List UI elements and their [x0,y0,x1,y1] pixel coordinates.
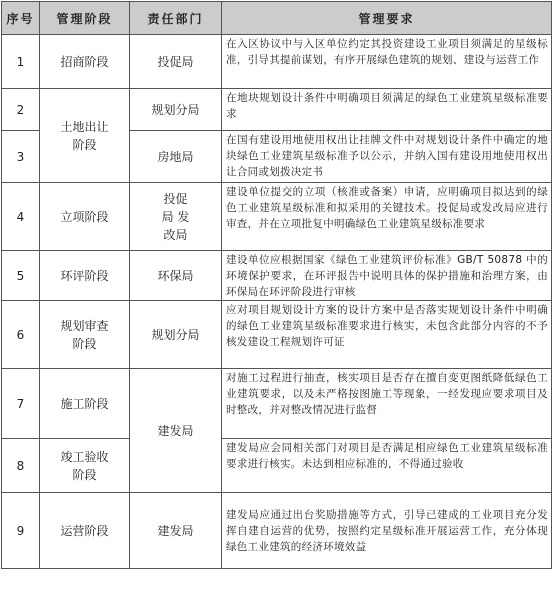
row-dept [130,183,222,251]
table-row [2,493,552,569]
row-stage-text: 规划审查阶段 [60,318,109,351]
row-stage: 运营阶段 [40,493,130,569]
row-requirement: 在入区协议中与入区单位约定其投资建设工业项目须满足的星级标准，引导其提前谋划，有序开展绿色建筑的规划、建设与运营工作 [222,35,552,89]
row-stage: 立项阶段 [40,183,130,251]
table-row [2,89,552,131]
row-dept: 规划分局 [130,301,222,369]
row-no: 1 [2,35,40,89]
row-requirement: 在国有建设用地使用权出让挂牌文件中对规划设计条件中确定的地块绿色工业建筑星级标准予以公示，并纳入国有建设用地使用权出让合同或划拨决定书 [222,131,552,183]
row-dept: 规划分局 [130,89,222,131]
table-row [2,251,552,301]
row-no: 4 [2,183,40,251]
table-row [2,35,552,89]
row-requirement: 应对项目规划设计方案的设计方案中是否落实规划设计条件中明确的绿色工业建筑星级标准要求进行核实，未包含此部分内容的不予核发建设工程规划许可证 [222,301,552,369]
header-requirement: 管理要求 [222,2,552,35]
row-stage [40,301,130,369]
row-requirement: 建设单位提交的立项（核准或备案）申请，应明确项目拟达到的绿色工业建筑星级标准和拟采用的关键技术。投促局或发改局应进行审查，并在立项批复中明确绿色工业建筑星级标准要求 [222,183,552,251]
row-no: 6 [2,301,40,369]
row-stage: 施工阶段 [40,369,130,439]
row-dept: 建发局 [130,369,222,493]
header-dept: 责任部门 [130,2,222,35]
table-row [2,301,552,369]
row-stage [40,439,130,493]
row-requirement: 在地块规划设计条件中明确项目须满足的绿色工业建筑星级标准要求 [222,89,552,131]
table-row [2,439,552,493]
row-dept: 建发局 [130,493,222,569]
row-no: 3 [2,131,40,183]
row-dept: 投促局 [130,35,222,89]
row-no: 2 [2,89,40,131]
row-requirement: 建发局应会同相关部门对项目是否满足相应绿色工业建筑星级标准要求进行核实。未达到相应标准的，不得通过验收 [222,439,552,493]
row-dept-text: 投促局 发改局 [161,191,190,242]
row-dept: 环保局 [130,251,222,301]
row-requirement: 对施工过程进行抽查，核实项目是否存在擅自变更图纸降低绿色工业建筑要求，以及未严格按图施工等现象，一经发现应要求项目及时整改，并对整改情况进行监督 [222,369,552,439]
row-stage-text: 竣工验收阶段 [60,449,109,482]
row-stage: 招商阶段 [40,35,130,89]
table-row [2,369,552,439]
row-requirement: 建设单位应根据国家《绿色工业建筑评价标准》GB/T 50878 中的环境保护要求，在环评报告中说明具体的保护措施和治理方案，由环保局在环评阶段进行审核 [222,251,552,301]
row-no: 7 [2,369,40,439]
header-stage: 管理阶段 [40,2,130,35]
header-no: 序号 [2,2,40,35]
row-no: 5 [2,251,40,301]
row-stage: 环评阶段 [40,251,130,301]
management-requirements-table [1,1,552,569]
row-no: 9 [2,493,40,569]
table-header-row [2,2,552,35]
row-no: 8 [2,439,40,493]
row-stage-text: 土地出让阶段 [60,119,109,152]
row-stage [40,89,130,183]
row-dept: 房地局 [130,131,222,183]
row-requirement: 建发局应通过出台奖励措施等方式，引导已建成的工业项目充分发挥自建自运营的优势，按照约定星级标准开展运营工作，充分体现绿色工业建筑的经济环境效益 [222,493,552,569]
table-row [2,183,552,251]
